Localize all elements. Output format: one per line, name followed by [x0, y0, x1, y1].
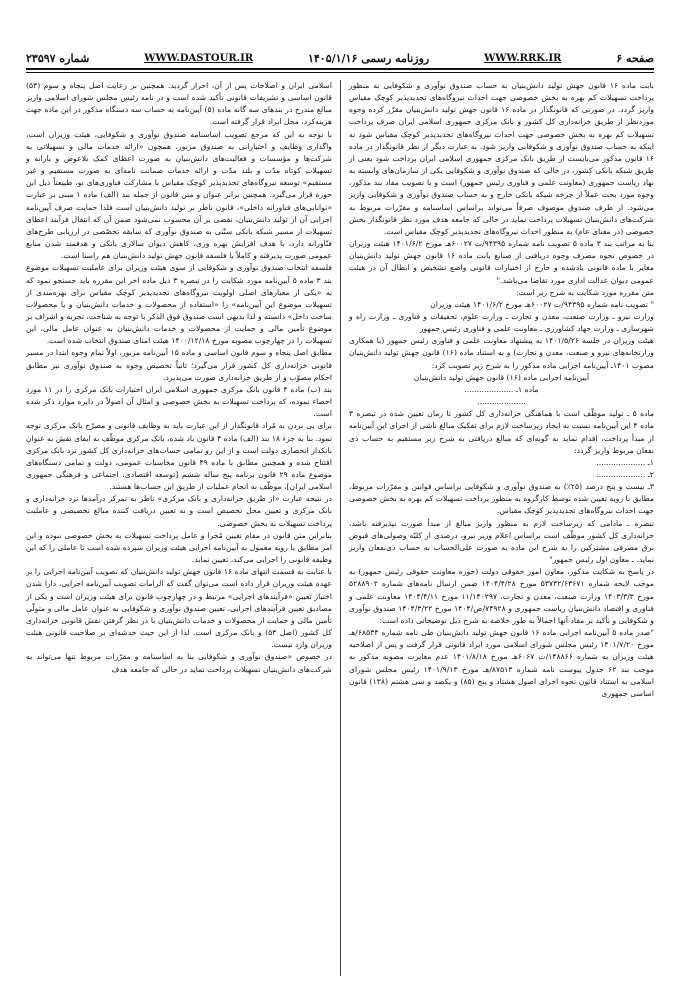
regulation-title: آیین‌نامه اجرایی ماده (۱۶) قانون جهش تولید دانش‌بنیان: [413, 372, 590, 382]
paragraph: در پاسخ به شکایت مذکور، معاون امور حقوقی دولت (حوزه معاونت حقوقی رئیس جمهور) به موجب لایحه شماره ۵۳۷۳۲/۶۳۶۷۱ مورخ ۱۴۰۴/۴/۲۸ ضمن ارسال نامه‌های شماره ۵۲۸۸۹۰۲ مورخ ۱۴۰۳/۳/۳ وزارت صنعت، معدن و تجارت، ۱۱/۱۴۰۲۹۷ مورخ ۱۴۰۴/۴/۱۱ معاونت علمی و فناوری و اقتصاد دانش‌بنیان ریاست جمهوری و ۷۴۹۲۸/ص/۱۴۰۴ مورخ ۱۴۰۴/۳/۲۲ صندوق نوآوری و شکوفایی و تأکید بر مفاد آنها اجمالاً به طور خلاصه به شرح ذیل توضیحاتی داده است:: [349, 567, 654, 625]
page-number: صفحه ۶: [616, 51, 654, 65]
paragraph: " تصویب نامه شماره ۹۴۳۹۵/ت ۶۰۰۲۷هـ مورخ ۱۴۰۱/۶/۲ هیئت وزیران: [430, 299, 654, 309]
paragraph: ۲ـ ....................: [596, 470, 654, 479]
paragraph: فلسفه انتخاب صندوق نوآوری و شکوفایی از سوی هیئت وزیران برای عاملیت تسهیلات موضوع بند ۳ ماده ۵ آیین‌نامه مورد شکایت را در تبصره ۳ ذیل ماده اخر این مقرره باید جستجو نمود که به «یکی از معیارهای اصلی اولویت نیروگاه‌های تجدیدپذیر کوچک مقیاس برای بهره‌مندی از تسهیلات موضوع این آیین‌نامه» را «استفاده از محصولات و خدمات دانش‌بنیان و یا محصولات ساخت داخل» دانسته و لذا بدیهی است صندوق فوق الذکر با توجه به شناخت، تجربه و اشراف بر موضوع تأمین مالی و حمایت از محصولات و خدمات دانش‌بنیان به عنوان عامل مالی، این تسهیلات را در چهارچوب مصوبه مورخ ۱۴۰۰/۱۲/۱۸ هیئت امنای صندوق انتخاب شده است.: [26, 263, 332, 346]
paragraph: با توجه به این که مرجع تصویب اساسنامه صندوق نوآوری و شکوفایی، هیئت وزیران است، واگذاری وظایف و اختیاراتی به صندوق مزبور، همچون «ارائه خدمات مالی و تسهیلاتی به شرکت‌ها و مؤسسات و فعالیت‌های دانش‌بنیان به صورت اعطای کمک بلاعوض و یارانه و تسهیلات کوتاه مدّت و بلند مدّت و ارائه خدمات ضمانت نامه‌ای به صورت مستقیم و غیر مستقیم» توسعه نیروگاه‌های تجدیدپذیر کوچک مقیاس با مشارکت فناوری‌های نو، طبیعتاً ذیل این حوزه قرار می‌گیرد. همچنین برابر عنوان و متن قانون از جمله بند (الف) ماده ۱ مبنی بر عبارت «توانایی‌های فناورانه داخلی»، قانون ناظر بر تولید دانش‌بنیان است فلذا حمایت صرف آیین‌نامه اجرایی آن از تولید دانش‌بنیان، نقضی بر آن محسوب نمی‌شود ضمن آن که انتقال فرآیند اعطای تسهیلات از مسیر شبکه بانکی سنّتی به صندوق نوآوری که سابقه تخصّصی در ارزیابی طرح‌های فنّاورانه دارد، با هدف افزایش بهره وری، کاهش دیوان سالاری بانکی و هدفمند شدن منابع عمومی صورت پذیرفته و کاملاً با فلسفه قانون جهش تولید دانش‌بنیان هم راستا است.: [26, 129, 332, 261]
paragraph: "صدر ماده ۵ آیین‌نامه اجرایی ماده ۱۶ قانون جهش تولید دانش‌بنیان طی نامه شماره ۶۸۵۳۴/هـ مورخ ۱۴۰۱/۷/۲۰ رئیس مجلس شورای اسلامی مورد ایراد قانونی قرار گرفت و پس از اصلاحیه هیئت وزیران به شماره ۱۴۸۸۶۶/ت ۶۰۶۷هـ مورخ ۱۴۰۱/۸/۱۸ عدم مغایرت مصوبه مذکور به موجب بند ۶۲ جدول پیوست نامه شماره ۸۷۵۱۳/هـ مورخ ۱۴۰۱/۹/۱۳ رئیس مجلس شورای اسلامی به استناد قانون نحوه اجرای اصول هشتاد و پنج (۸۵) و یکصد و سی هشتم (۱۳۸) قانون اساسی جمهوری: [349, 628, 654, 698]
page-header: [26, 50, 654, 66]
right-column: [340, 80, 654, 976]
paragraph: در نتیجه عبارت «از طریق خزانه‌داری و بانک مرکزی» ناظر به تمرکز درآمدها نزد خزانه‌داری و بانک مرکزی و تعیین محل تخصیص است و نه تعیین دریافت کننده مبالغ تخصیصی و عاملیت پرداخت تسهیلات به بخش خصوصی.: [26, 494, 332, 528]
paragraph: وزارت نیرو ـ وزارت صنعت، معدن و تجارت ـ وزارت علوم، تحقیقات و فناوری ـ وزارت راه و شهرسازی ـ وزارت جهاد کشاورزی ـ معاونت علمی و فناوری رئیس جمهور: [349, 311, 654, 334]
issue-number: شماره ۲۳۵۹۷: [26, 51, 90, 65]
paragraph: بنابراین متن قانون در مقام تعیین مُجرا و عامل پرداخت تسهیلات به بخش خصوصی نبوده و این امر مطابق با رویه معمول به آیین‌نامه اجرایی هیئت وزیران سپرده شده است تا عاملی را که این وظیفه قانونی را اجرایی می‌کند، تعیین نماید.: [26, 530, 332, 565]
paragraph: بنا به مراتب بند ۳ ماده ۵ تصویب نامه شماره ۹۴۳۹۵/ت ۶۰۰۲۷هـ مورخ ۱۴۰۱/۶/۲ هیئت وزیران در خصوص نحوه مصرف وجوه دریافتی از صنایع بابت ماده ۱۶ قانون جهش تولید دانش‌بنیان مغایر با ماده قانونی یادشده و خارج از اختیارات قانونی واضع تشخیص و ابطال آن در هیئت عمومی دیوان عدالت اداری مورد تقاضا می‌باشد.": [349, 239, 654, 285]
header-divider-thin: [26, 72, 654, 73]
paragraph: مطابق اصل پنجاه و سوم قانون اساسی و ماده ۱۵ آیین‌نامه مزبور، اولاً تمام وجوه ابتدا در مسیر قانونی خزانه‌داری کل کشور قرار می‌گیرد؛ ثانیاً تخصیص وجوه به صندوق نوآوری نیز مطابق احکام مصوّب و از طریق خزانه‌داری صورت می‌پذیرد.: [26, 348, 333, 382]
paragraph: ماده ۵ ـ تولید موظّف است با هماهنگی خزانه‌داری کل کشور تا زمان تعیین شده در تبصره ۳ ماده ۴ این آیین‌نامه نسبت به ایجاد زیرساخت لازم برای تفکیک مبالغ ناشی از اجرای این آیین‌نامه از مبدأ پرداخت، اقدام نماید به گونه‌ای که مبالغ دریافتی به شرح زیر مستقیم به حساب ذی نفعان مربوط واریز گردد:: [349, 409, 654, 455]
text-columns: [26, 80, 654, 976]
paragraph: ۳ـ بیست و پنج درصد (۲۵٪) به صندوق نوآوری و شکوفایی براساس قوانین و مقرّرات مربوط، مطابق با رویه تعیین شده توسط کارگروه به منظور پرداخت تسهیلات کم بهره به بخش خصوصی جهت احداث نیروگاه‌های تجدیدپذیر کوچک مقیاس.: [349, 482, 654, 516]
paragraph: با عنایت به قسمت انتهای ماده ۱۶ قانون جهش تولید دانش‌بنیان که تصویب آیین‌نامه اجرایی را بر عهده هیئت وزیران قرار داده است می‌توان گفت که الزامات تصویب آیین‌نامه اجرایی، دارا شدن اختیار تعیین «فرآیندهای اجرایی» مرتبط و در چهارچوب قانون برای هیئت وزیران است و یکی از مصادیق تعیین فرآیندهای اجرایی، تعیین صندوق نوآوری و شکوفایی به عنوان عامل مالی و متولّی تأمین مالی و حمایت از محصولات و خدمات دانش‌بنیان با در نظر گرفتن نقش قانونی خزانه‌داری کل کشور (اصل ۵۳) و بانک مرکزی است. لذا از این حیث خدشه‌ای بر صلاحیت قانونی هیئت وزیران وارد نیست.: [26, 567, 333, 650]
site-link-dastour[interactable]: WWW.DASTOUR.IR: [144, 52, 254, 64]
paragraph: برای پی بردن به مُراد قانونگذار از این عبارت باید به وظایف قانونی و مصرّح بانک مرکزی توجه نمود. بنا به جزء ۱۸ بند (الف) ماده ۴ قانون یاد شده، بانک مرکزی موظّف به ایفای نقش به عنوان بانکدار انحصاری دولت است و از این رو تمامی حساب‌های خزانه‌داری کل کشور نزد بانک مرکزی افتتاح شده و همچنین مطابق با ماده ۴۹ قانون محاسبات عمومی، دولت و تمامی دستگاه‌های موضوع ماده ۲۹ قانون برنامه پنج ساله ششم [توسعه اقتصادی، اجتماعی و فرهنگی جمهوری اسلامی ایران]، موظّف به انجام عملیات از طریق این حساب‌ها هستند.: [26, 421, 332, 492]
paragraph: ماده ۱ـ ....................: [464, 384, 539, 394]
site-link-rrk[interactable]: WWW.RRK.IR: [484, 52, 562, 64]
paragraph: ....................: [477, 397, 526, 407]
header-divider: [26, 68, 654, 70]
paragraph: ۱ـ ....................: [596, 457, 654, 467]
left-column: [26, 80, 340, 976]
paragraph: اسلامی ایران و اصلاحات پس از آن، احراز گردید. همچنین بر رعایت اصل پنجاه و سوم (۵۳) قانون اساسی و تشریفات قانونی تأکید شده است و در نامه رئیس مجلس شورای اسلامی واریز مبالغ مندرج در بندهای سه گانه ماده (۵) آیین‌نامه به حساب سه دستگاه مذکور در این ماده جهت هزینه‌کرد، محل ایراد قرار گرفته است.: [26, 81, 333, 127]
paragraph: بند (ب) ماده ۴ قانون بانک مرکزی جمهوری اسلامی ایران اختیارات بانک مرکزی را در ۱۱ مورد احصاء نموده، که پرداخت تسهیلات به بخش خصوصی و امثال آن اصولاً در دایره موارد ذکر شده است.: [26, 384, 333, 419]
paragraph: متن مقرره مورد شکایت به شرح زیر است:: [515, 287, 654, 297]
paragraph: بابت ماده ۱۶ قانون جهش تولید دانش‌بنیان به حساب صندوق نوآوری و شکوفایی به منظور پرداخت تسهیلات کم بهره به بخش خصوصی جهت احداث نیروگاه‌های تجدیدپذیر کوچک مقیاس واریز گردد. در صورتی که قانونگذار در ماده ۱۶ قانون جهش تولید دانش‌بنیان مقرّر کرده وجوه موردنظر از طریق خزانه‌داری کل کشور و بانک مرکزی جمهوری اسلامی ایران صرف پرداخت تسهیلات کم بهره به بخش خصوصی جهت احداث نیروگاه‌های تجدیدپذیر کوچک مقیاس شود نه اینکه به حساب صندوق نوآوری و شکوفایی واریز شود. به عبارت دیگر از نظر قانونگذار در ماده ۱۶ قانون مذکور می‌بایست از طریق بانک مرکزی جمهوری اسلامی ایران پرداخت شود یعنی از طریق شبکه بانکی کشور، در حالی که صندوق نوآوری و شکوفایی یکی از سازمان‌های وابسته به نهاد ریاست جمهوری (معاونت علمی و فناوری رئیس جمهور) است و با تصویب مفاد بند مذکور، وجوه مورد بحث عملاً از چرخه شبکه بانکی خارج و به حساب صندوق نوآوری و شکوفایی واریز می‌شود. از طرف صندوق موصوف صرفاً می‌تواند براساس اساسنامه و مقرّرات مربوط به شرکت‌های دانش‌بنیان تسهیلات پرداخت نماید در حالی که جامعه هدف مورد نظر قانونگذار بخش خصوصی (در معنای عام) به منظور احداث نیروگاه‌های تجدیدپذیر کوچک مقیاس است.: [349, 81, 654, 236]
paragraph: در خصوص «صندوق نوآوری و شکوفایی بنا به اساسنامه و مقرّرات مربوط تنها می‌تواند به شرکت‌های دانش‌بنیان تسهیلات پرداخت نماید در حالی که جامعه هدف: [26, 652, 332, 674]
paragraph: هیئت وزیران در جلسه ۱۴۰۱/۵/۲۶ به پیشنهاد معاونت علمی و فناوری رئیس جمهور (با همکاری وزارتخانه‌های نیرو و صنعت، معدن و تجارت) و به استناد ماده (۱۶) قانون جهش تولید دانش‌بنیان مصوب ۱۴۰۱ـ آیین‌نامه اجرایی ماده مذکور را به شرح زیر تصویب کرد:: [349, 336, 654, 370]
paragraph: تبصره ـ مادامی که زیرساخت لازم به منظور واریز مبالغ از مبدأ صورت نپذیرفته باشد، خزانه‌داری کل کشور موظّف است براساس اعلام وزیر نیرو، درصدی از کلیّه وصولی‌های قبوض برق مصرفی مشترکین را به شرح این ماده به صورت علی‌الحساب به حساب ذی‌نفعان واریز نماید. ـ معاون اول رئیس جمهور": [349, 518, 654, 565]
gazette-date: روزنامه رسمی ۱۴۰۵/۱/۱۶: [307, 51, 430, 65]
